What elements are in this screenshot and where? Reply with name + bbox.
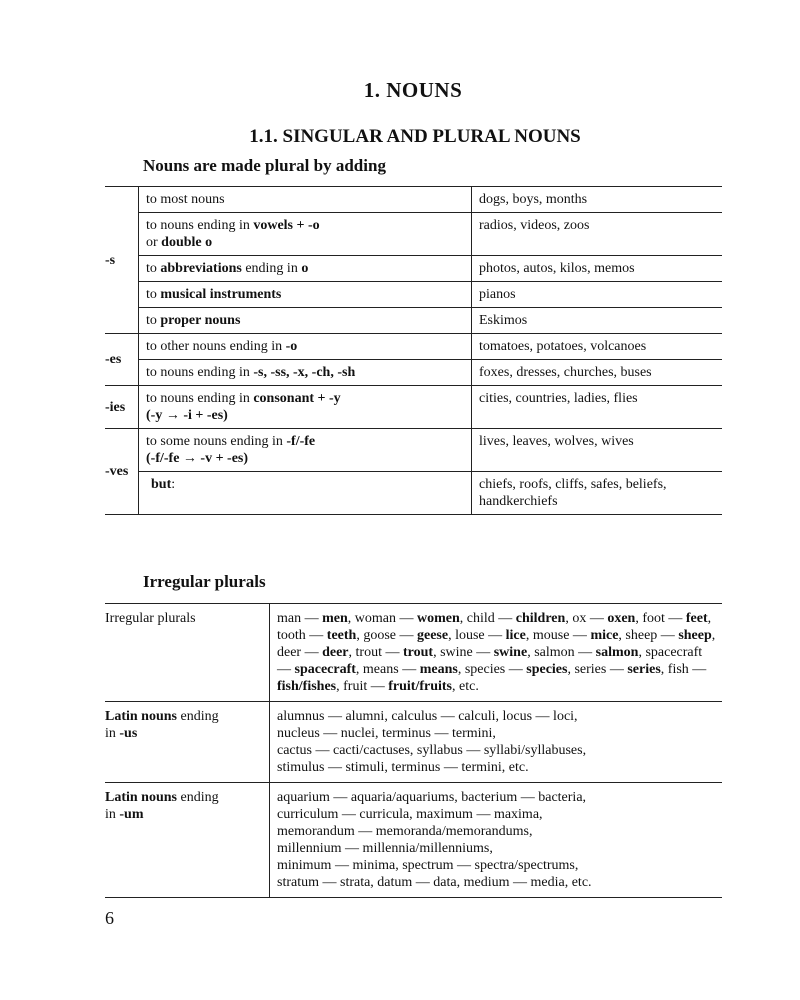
text: ending — [176, 709, 219, 724]
text: minimum — minima, spectrum — spectra/spectrums, — [277, 858, 579, 873]
bold-text: species — [526, 662, 568, 677]
bold-text: geese — [417, 628, 449, 643]
rule-description — [139, 472, 472, 515]
plural-rules-heading: Nouns are made plural by adding — [143, 156, 386, 175]
bold-text: -f/-fe — [286, 434, 316, 449]
bold-text: means — [419, 662, 458, 677]
rule-description — [139, 256, 472, 282]
bold-text: deer — [322, 645, 349, 660]
text: alumnus — alumni, calculus — calculi, locus — loci, — [277, 709, 578, 724]
irregular-plurals-heading: Irregular plurals — [143, 572, 266, 591]
bold-text: men — [322, 611, 348, 626]
rule-examples: tomatoes, potatoes, volcanoes — [472, 334, 723, 360]
bold-text: fruit/fruits — [388, 679, 452, 694]
bold-text: mice — [590, 628, 619, 643]
text: Irregular plurals — [105, 611, 196, 626]
text: , etc. — [452, 679, 479, 694]
text: ending in — [241, 261, 302, 276]
text: to nouns ending in — [146, 391, 254, 406]
bold-text: -s, -ss, -x, -ch, -sh — [253, 365, 356, 380]
text: , swine — — [433, 645, 494, 660]
irregular-label — [105, 604, 270, 702]
irregular-row — [105, 702, 722, 783]
text: : — [171, 477, 176, 492]
text: , ox — — [565, 611, 608, 626]
bold-text: oxen — [607, 611, 636, 626]
bold-text: (-y → -i + -es) — [146, 408, 228, 423]
irregular-label — [105, 783, 270, 898]
text: to most nouns — [146, 192, 225, 207]
bold-text: -o — [285, 339, 298, 354]
text: to nouns ending in — [146, 218, 254, 233]
text: , sheep — — [618, 628, 679, 643]
text: , child — — [459, 611, 516, 626]
bold-text: Latin nouns — [105, 790, 177, 805]
text: , means — — [355, 662, 420, 677]
text: , fruit — — [336, 679, 389, 694]
rule-examples: foxes, dresses, churches, buses — [472, 360, 723, 386]
rule-examples: dogs, boys, months — [472, 187, 723, 213]
suffix-cell: -ves — [105, 429, 139, 515]
rule-description — [139, 429, 472, 472]
rule-description — [139, 308, 472, 334]
text: ending — [176, 790, 219, 805]
text: in — [105, 807, 120, 822]
rule-description — [139, 386, 472, 429]
rule-row — [105, 472, 722, 515]
irregular-examples — [270, 783, 723, 898]
bold-text: vowels + -o — [253, 218, 320, 233]
rule-row — [105, 256, 722, 282]
text: , species — — [457, 662, 527, 677]
rule-examples: cities, countries, ladies, flies — [472, 386, 723, 429]
text: , foot — — [635, 611, 686, 626]
bold-text: -us — [119, 726, 138, 741]
text: , spacecraft — — [277, 645, 703, 677]
text: memorandum — memoranda/memorandums, — [277, 824, 533, 839]
rule-description — [139, 360, 472, 386]
rule-row — [105, 429, 722, 472]
text: to other nouns ending in — [146, 339, 286, 354]
rule-description — [139, 213, 472, 256]
rule-examples: radios, videos, zoos — [472, 213, 723, 256]
text: curriculum — curricula, maximum — maxima, — [277, 807, 543, 822]
bold-text: spacecraft — [294, 662, 356, 677]
suffix-cell: -ies — [105, 386, 139, 429]
page-title: 1. NOUNS — [363, 78, 463, 102]
bold-text: but — [151, 477, 172, 492]
text: man — — [277, 611, 323, 626]
bold-text: fish/fishes — [277, 679, 337, 694]
rule-row — [105, 334, 722, 360]
text: to — [146, 287, 161, 302]
rule-examples: pianos — [472, 282, 723, 308]
text: millennium — millennia/millenniums, — [277, 841, 493, 856]
text: aquarium — aquaria/aquariums, bacterium — bacteria, — [277, 790, 587, 805]
plural-rules-table — [105, 186, 722, 515]
text: , woman — — [347, 611, 417, 626]
rule-row — [105, 386, 722, 429]
irregular-row — [105, 783, 722, 898]
rule-row — [105, 213, 722, 256]
irregular-label — [105, 702, 270, 783]
bold-text: sheep — [678, 628, 712, 643]
text: , fish — — [660, 662, 707, 677]
bold-text: Latin nouns — [105, 709, 177, 724]
section-title: 1.1. SINGULAR AND PLURAL NOUNS — [249, 126, 581, 147]
text: or — [146, 235, 162, 250]
rule-description — [139, 187, 472, 213]
text: cactus — cacti/cactuses, syllabus — syllabi/syllabuses, — [277, 743, 587, 758]
bold-text: lice — [505, 628, 526, 643]
bold-text: series — [627, 662, 661, 677]
text: nucleus — nuclei, terminus — termini, — [277, 726, 496, 741]
rule-row — [105, 187, 722, 213]
text: in — [105, 726, 120, 741]
bold-text: proper nouns — [160, 313, 241, 328]
rule-row — [105, 282, 722, 308]
text: , goose — — [356, 628, 417, 643]
text: to — [146, 261, 161, 276]
bold-text: musical instruments — [160, 287, 282, 302]
bold-text: -um — [119, 807, 144, 822]
rule-examples: chiefs, roofs, cliffs, safes, beliefs, handkerchiefs — [472, 472, 723, 515]
text: , trout — — [348, 645, 403, 660]
rule-description — [139, 282, 472, 308]
bold-text: feet — [685, 611, 708, 626]
rule-examples: Eskimos — [472, 308, 723, 334]
irregular-row — [105, 604, 722, 702]
text: , deer — — [277, 628, 716, 660]
text: stratum — strata, datum — data, medium — media, etc. — [277, 875, 592, 890]
bold-text: children — [515, 611, 566, 626]
suffix-cell: -s — [105, 187, 139, 334]
bold-text: women — [417, 611, 460, 626]
text: , series — — [567, 662, 628, 677]
text: to some nouns ending in — [146, 434, 287, 449]
suffix-cell: -es — [105, 334, 139, 386]
text: to — [146, 313, 161, 328]
text: , salmon — — [527, 645, 596, 660]
rule-description — [139, 334, 472, 360]
text: , mouse — — [525, 628, 591, 643]
rule-row — [105, 308, 722, 334]
text: , tooth — — [277, 611, 712, 643]
text: , louse — — [448, 628, 506, 643]
text: to nouns ending in — [146, 365, 254, 380]
bold-text: swine — [493, 645, 528, 660]
rule-examples: lives, leaves, wolves, wives — [472, 429, 723, 472]
bold-text: salmon — [595, 645, 639, 660]
irregular-examples — [270, 604, 723, 702]
bold-text: consonant + -y — [253, 391, 341, 406]
rule-row — [105, 360, 722, 386]
bold-text: abbreviations — [160, 261, 242, 276]
text: stimulus — stimuli, terminus — termini, etc. — [277, 760, 529, 775]
rule-examples: photos, autos, kilos, memos — [472, 256, 723, 282]
bold-text: o — [301, 261, 309, 276]
bold-text: trout — [402, 645, 434, 660]
irregular-plurals-table — [105, 603, 722, 898]
irregular-examples — [270, 702, 723, 783]
bold-text: double o — [161, 235, 213, 250]
page-number: 6 — [105, 908, 114, 928]
bold-text: (-f/-fe → -v + -es) — [146, 451, 249, 466]
bold-text: teeth — [326, 628, 357, 643]
